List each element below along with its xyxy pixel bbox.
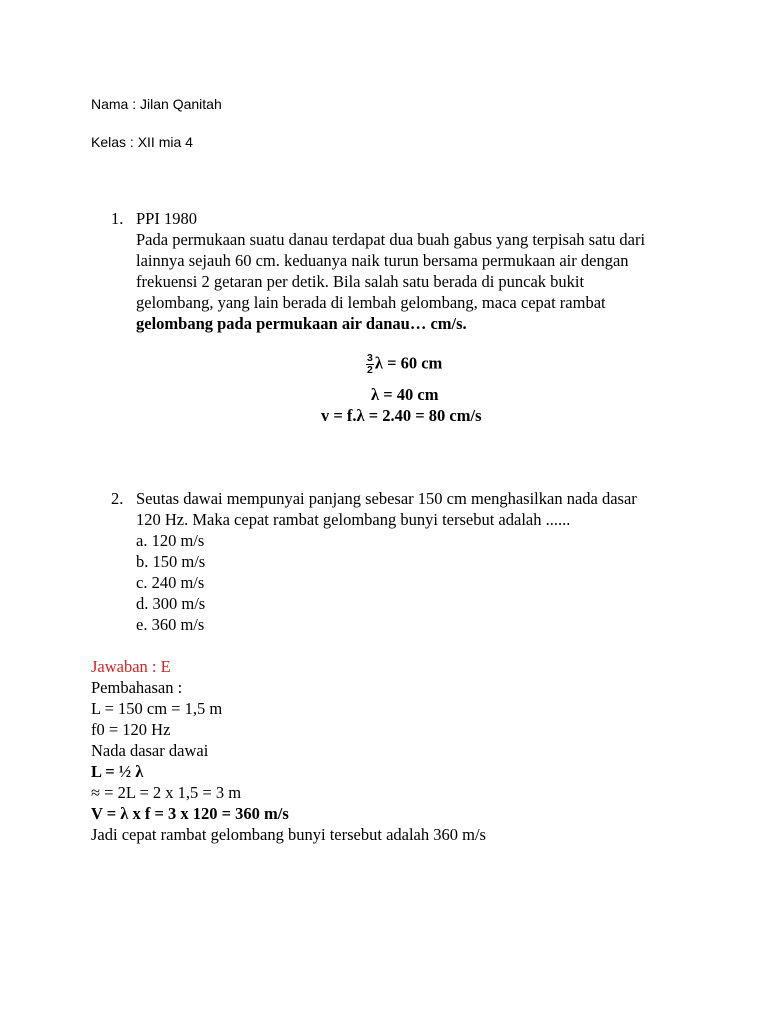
option-a: a. 120 m/s (136, 531, 205, 550)
student-name: Nama : Jilan Qanitah (91, 96, 222, 112)
fraction-numerator: 3 (367, 352, 373, 364)
equation-3: v = f.λ = 2.40 = 80 cm/s (321, 406, 482, 425)
discussion-line: ≈ = 2L = 2 x 1,5 = 3 m (91, 783, 242, 802)
question-text-line: Seutas dawai mempunyai panjang sebesar 150 cm menghasilkan nada dasar (136, 489, 637, 508)
equation-1 (366, 353, 442, 376)
fraction-denominator: 2 (367, 364, 373, 376)
question-number: 1. (111, 209, 124, 228)
discussion-heading: Pembahasan : (91, 678, 183, 697)
equation-text: λ = 60 cm (374, 353, 443, 373)
question-number: 2. (111, 489, 124, 508)
equation-2: λ = 40 cm (371, 385, 439, 404)
question-text-line: lainnya sejauh 60 cm. keduanya naik turun bersama permukaan air dengan (136, 251, 629, 270)
option-b: b. 150 m/s (136, 552, 206, 571)
question-text-line: Pada permukaan suatu danau terdapat dua buah gabus yang terpisah satu dari (136, 230, 646, 249)
question-text-line: gelombang, yang lain berada di lembah gelombang, maca cepat rambat (136, 293, 606, 312)
answer-label: Jawaban : E (91, 657, 171, 676)
option-d: d. 300 m/s (136, 594, 206, 613)
question-source: PPI 1980 (136, 209, 197, 228)
discussion-line: L = 150 cm = 1,5 m (91, 699, 223, 718)
option-c: c. 240 m/s (136, 573, 205, 592)
student-class: Kelas : XII mia 4 (91, 134, 193, 150)
discussion-formula: L = ½ λ (91, 762, 144, 781)
question-text-line: frekuensi 2 getaran per detik. Bila salah satu berada di puncak bukit (136, 272, 585, 291)
discussion-formula: V = λ x f = 3 x 120 = 360 m/s (91, 804, 289, 823)
discussion-line: Nada dasar dawai (91, 741, 209, 760)
option-e: e. 360 m/s (136, 615, 205, 634)
fraction-three-halves (366, 353, 374, 376)
question-text-bold-line: gelombang pada permukaan air danau… cm/s. (136, 314, 467, 333)
question-text-line: 120 Hz. Maka cepat rambat gelombang bunyi tersebut adalah ...... (136, 510, 571, 529)
discussion-conclusion: Jadi cepat rambat gelombang bunyi tersebut adalah 360 m/s (91, 825, 486, 844)
discussion-line: f0 = 120 Hz (91, 720, 171, 739)
